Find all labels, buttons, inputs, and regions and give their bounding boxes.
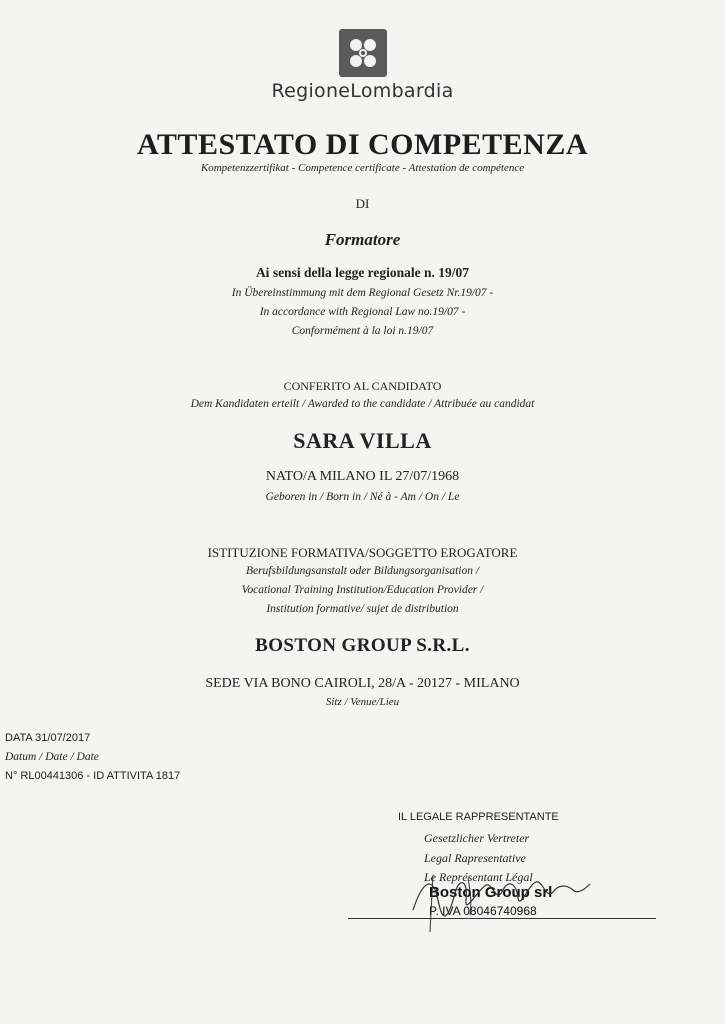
conferred-label: CONFERITO AL CANDIDATO [283,379,442,393]
company-stamp-vat: P. IVA 08046740968 [429,904,537,918]
logo-text: RegioneLombardia [271,80,454,102]
candidate-name: SARA VILLA [293,428,432,453]
law-translation-en: In accordance with Regional Law no.19/07 - [259,306,466,318]
regione-lombardia-logo-icon [339,29,387,77]
title-translations: Kompetenzzertifikat - Competence certificate - Attestation de compétence [200,162,525,174]
conferred-translations: Dem Kandidaten erteilt / Awarded to the candidate / Attribuée au candidat [190,398,535,410]
birth-translations: Geboren in / Born in / Né à - Am / On / Le [265,491,460,503]
birth-line: NATO/A MILANO IL 27/07/1968 [265,469,460,484]
handwritten-signature [408,870,593,935]
certificate-title: ATTESTATO DI COMPETENZA [136,128,589,161]
institution-translation-de: Berufsbildungsanstalt oder Bildungsorganisation / [245,565,480,577]
legal-representative-label: IL LEGALE RAPPRESENTANTE [398,811,559,823]
institution-translation-en: Vocational Training Institution/Education Provider / [241,584,484,596]
law-translation-de: In Übereinstimmung mit dem Regional Gesetz Nr.19/07 - [231,287,494,299]
role-title: Formatore [324,230,401,249]
institution-label: ISTITUZIONE FORMATIVA/SOGGETTO EROGATORE [207,545,518,560]
law-translation-fr: Conformément à la loi n.19/07 [291,325,434,337]
legal-translation-fr: Le Représentant Légal [424,870,533,884]
seat-address: SEDE VIA BONO CAIROLI, 28/A - 20127 - MILANO [205,676,520,691]
di-label: DI [355,196,370,211]
legal-translation-en: Legal Rapresentative [424,851,526,865]
law-reference: Ai sensi della legge regionale n. 19/07 [255,265,470,280]
company-stamp-name: Boston Group srl [429,884,553,901]
date-translations: Datum / Date / Date [5,751,99,763]
institution-translation-fr: Institution formative/ sujet de distribution [266,603,459,615]
seat-translations: Sitz / Venue/Lieu [325,696,400,708]
legal-translation-de: Gesetzlicher Vertreter [424,831,530,845]
institution-name: BOSTON GROUP S.R.L. [255,635,470,656]
registration-number: N° RL00441306 - ID ATTIVITA 1817 [5,770,181,782]
issue-date: DATA 31/07/2017 [5,732,91,744]
